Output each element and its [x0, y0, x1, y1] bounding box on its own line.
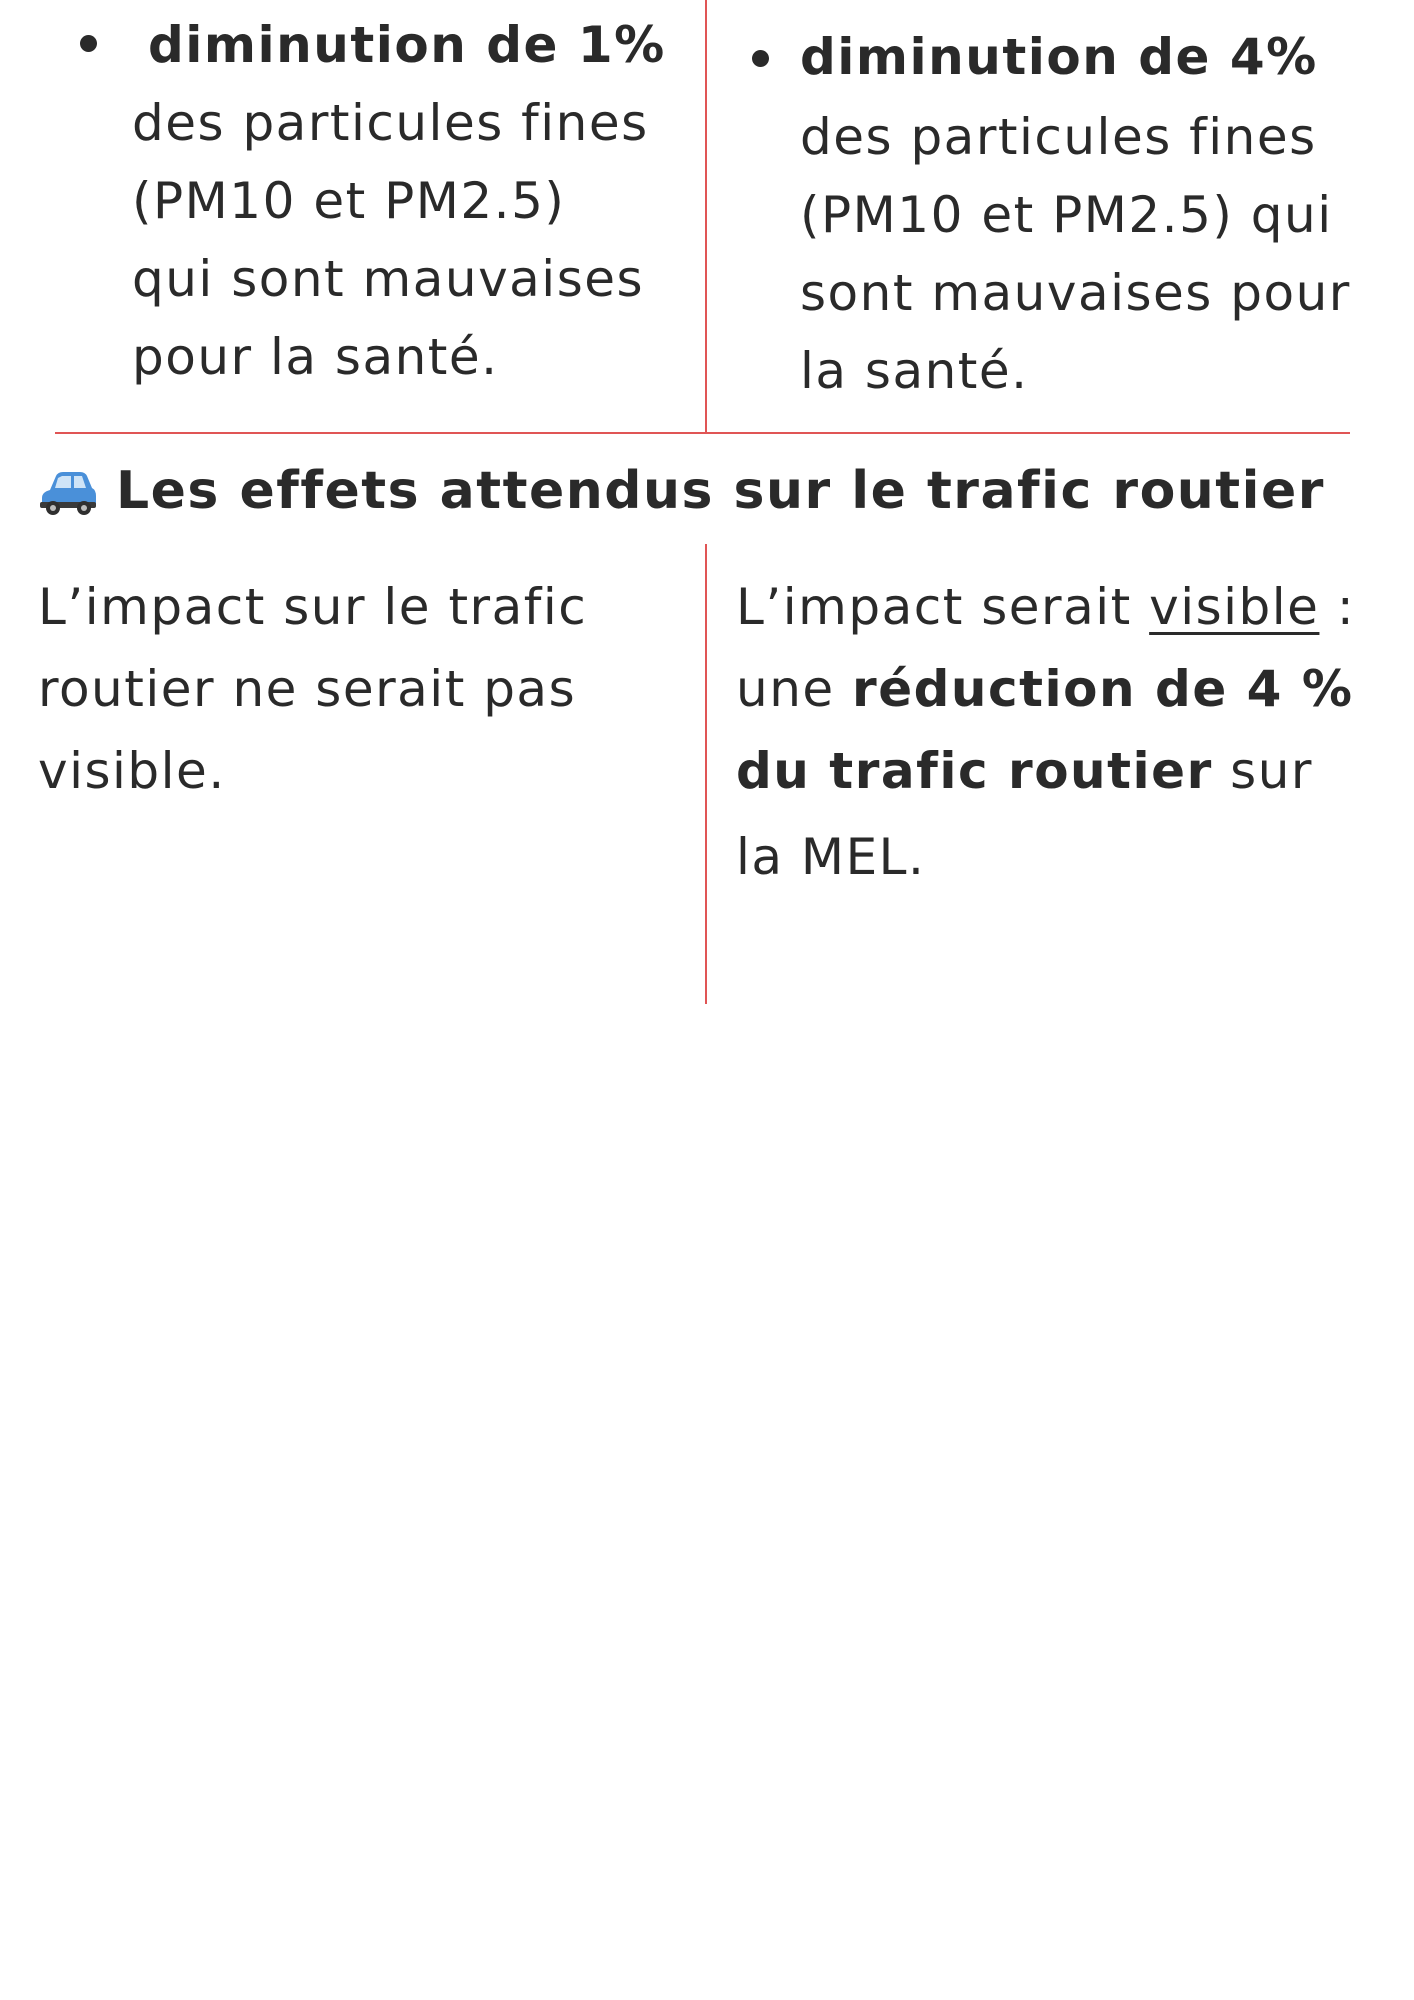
traffic-right-text: sur [1212, 742, 1313, 800]
traffic-left-line-2: routier ne serait pas [38, 660, 577, 718]
column-divider-top [705, 0, 707, 434]
particles-left-bold: diminution de 1% [148, 16, 666, 74]
particles-right-line-3: sont mauvaises pour [800, 264, 1351, 322]
particles-left-line-4: pour la santé. [132, 328, 499, 386]
section-title: Les effets attendus sur le trafic routier [116, 461, 1325, 521]
particles-left-line-1: des particules fines [132, 94, 649, 152]
traffic-left-line-3: visible. [38, 742, 226, 800]
car-icon [38, 468, 98, 520]
column-divider-bottom [705, 544, 707, 1004]
particles-left-line-2: (PM10 et PM2.5) [132, 172, 566, 230]
traffic-right-line-2 [736, 648, 1353, 730]
traffic-right-text: L’impact serait [736, 578, 1150, 636]
traffic-right-text: une [736, 660, 853, 718]
traffic-right-colon: : [1319, 578, 1356, 636]
section-divider [55, 432, 1350, 434]
traffic-right-line-3 [736, 730, 1313, 812]
particles-right-bold: diminution de 4% [800, 28, 1318, 86]
traffic-right-line-1 [736, 566, 1355, 648]
traffic-emphasis: du trafic routier [736, 742, 1213, 800]
reduction-emphasis: réduction de 4 % [852, 660, 1354, 718]
particles-right-line-1: des particules fines [800, 108, 1317, 166]
particles-right-line-4: la santé. [800, 342, 1029, 400]
bullet-icon [752, 50, 769, 67]
visible-emphasis: visible [1149, 578, 1320, 636]
traffic-right-line-4: la MEL. [736, 828, 926, 886]
particles-left-line-3: qui sont mauvaises [132, 250, 645, 308]
traffic-left-line-1: L’impact sur le trafic [38, 578, 588, 636]
particles-right-line-2: (PM10 et PM2.5) qui [800, 186, 1333, 244]
bullet-icon [80, 35, 97, 52]
